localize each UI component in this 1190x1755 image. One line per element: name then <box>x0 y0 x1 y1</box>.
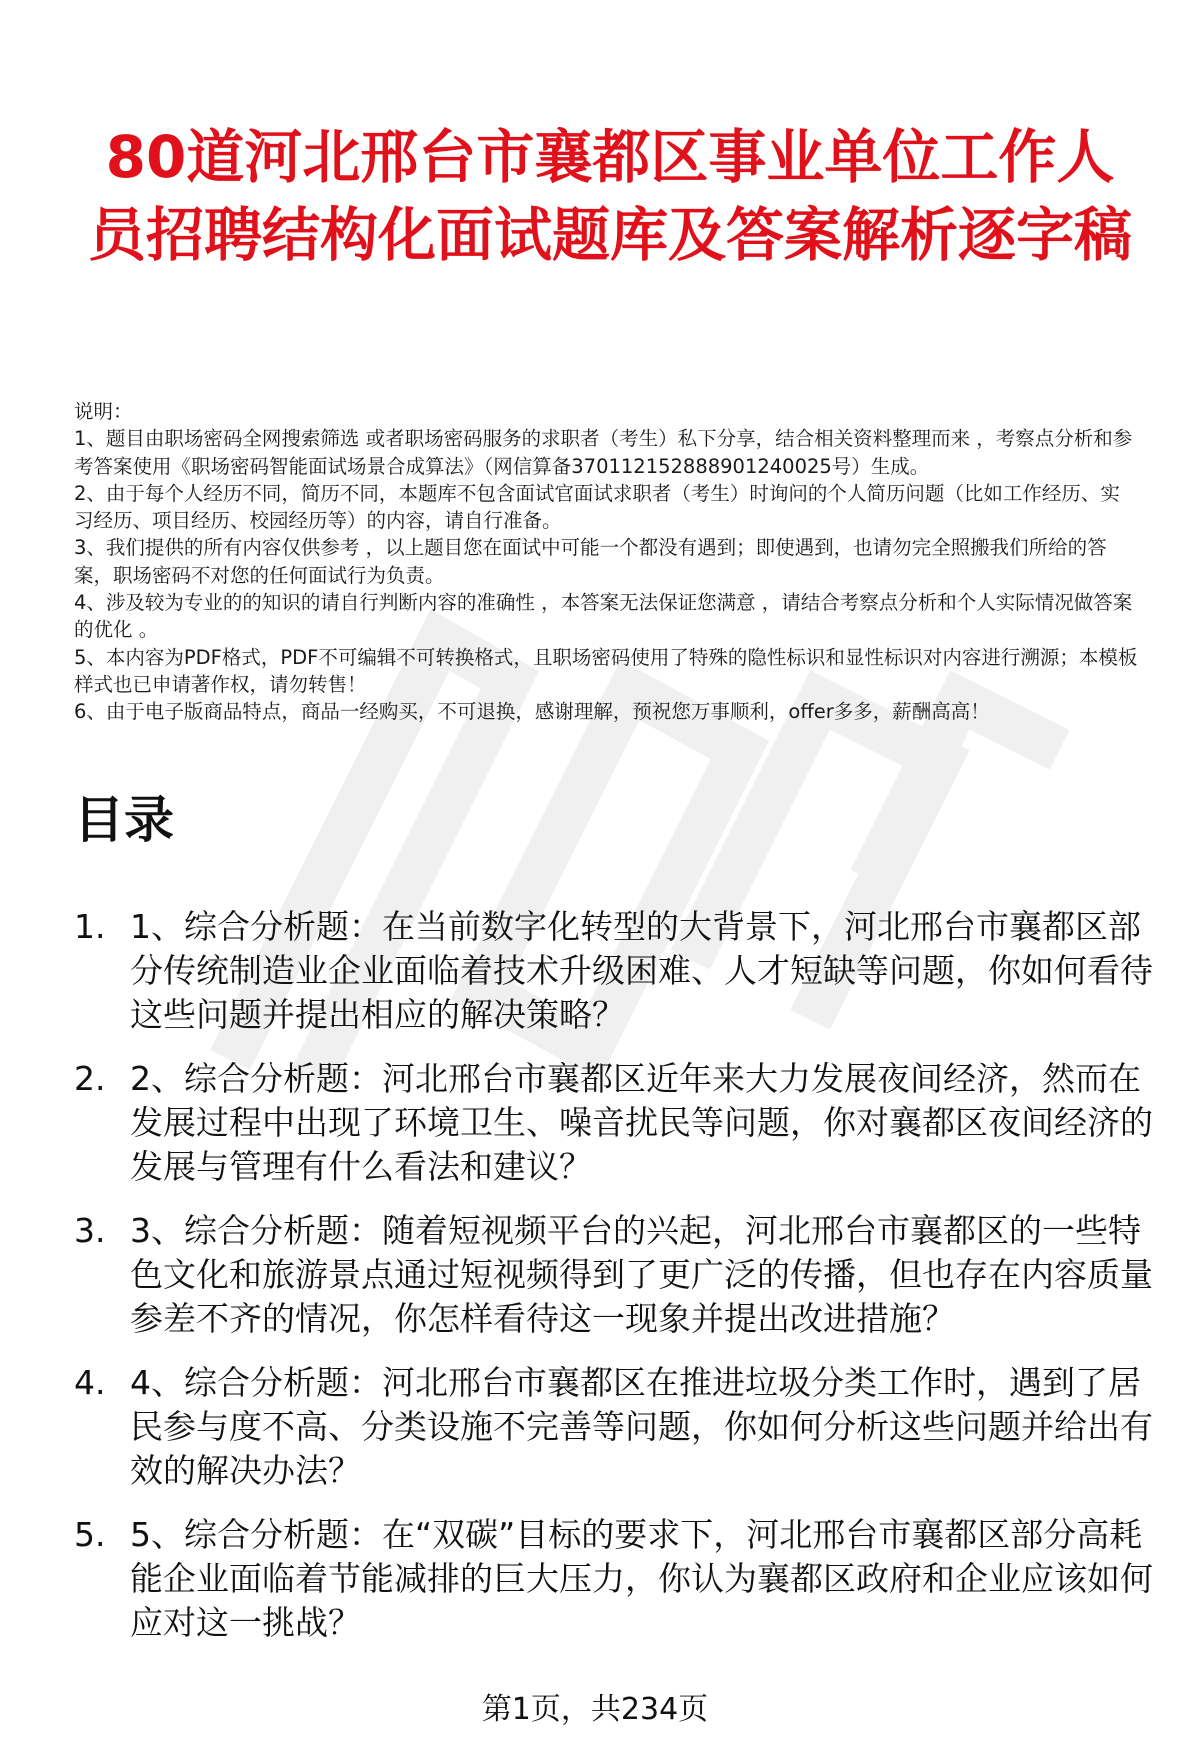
toc-item[interactable] <box>74 905 1174 1037</box>
toc-heading: 目录 <box>74 791 174 849</box>
note-item: 1、题目由职场密码全网搜索筛选 或者职场密码服务的求职者（考生）私下分享，结合相关资料整理而来 ，考察点分析和参考答案使用《职场密码智能面试场景合成算法》（网信算备370112152888901240025号）生成。 <box>74 427 1133 478</box>
page-footer: 第1页，共234页 <box>481 1692 709 1727</box>
toc-item-text[interactable]: 5、综合分析题：在“双碳”目标的要求下，河北邢台市襄都区部分高耗能企业面临着节能减排的巨大压力，你认为襄都区政府和企业应该如何应对这一挑战？ <box>130 1515 1153 1642</box>
toc-item-text[interactable]: 1、综合分析题：在当前数字化转型的大背景下，河北邢台市襄都区部分传统制造业企业面临着技术升级困难、人才短缺等问题，你如何看待这些问题并提出相应的解决策略？ <box>130 907 1153 1034</box>
note-item: 2、由于每个人经历不同，简历不同，本题库不包含面试官面试求职者（考生）时询问的个人简历问题（比如工作经历、实习经历、项目经历、校园经历等）的内容，请自行准备。 <box>74 481 1120 533</box>
notes-heading: 说明： <box>74 400 133 423</box>
note-item: 5、本内容为PDF格式，PDF不可编辑不可转换格式，且职场密码使用了特殊的隐性标识和显性标识对内容进行溯源；本模板样式也已申请著作权，请勿转售！ <box>74 645 1138 696</box>
note-item: 4、涉及较为专业的的知识的请自行判断内容的准确性 ，本答案无法保证您满意 ，请结合考察点分析和个人实际情况做答案的优化 。 <box>74 591 1133 642</box>
toc-item-text[interactable]: 2、综合分析题：河北邢台市襄都区近年来大力发展夜间经济，然而在发展过程中出现了环境卫生、噪音扰民等问题，你对襄都区夜间经济的发展与管理有什么看法和建议？ <box>130 1059 1153 1186</box>
toc-list <box>74 905 1174 1665</box>
toc-item-number: 2. <box>74 1059 106 1098</box>
toc-item[interactable] <box>74 1057 1174 1189</box>
toc-item-number: 3. <box>74 1211 106 1250</box>
toc-item-number: 5. <box>74 1515 106 1554</box>
toc-item[interactable] <box>74 1513 1174 1645</box>
toc-item-text[interactable]: 4、综合分析题：河北邢台市襄都区在推进垃圾分类工作时，遇到了居民参与度不高、分类设施不完善等问题，你如何分析这些问题并给出有效的解决办法？ <box>130 1363 1153 1490</box>
note-item: 6、由于电子版商品特点，商品一经购买，不可退换，感谢理解，预祝您万事顺利，offer多多，薪酬高高！ <box>74 700 990 724</box>
toc-item-number: 1. <box>74 907 106 946</box>
document-title: 80道河北邢台市襄都区事业单位工作人员招聘结构化面试题库及答案解析逐字稿 <box>87 123 1132 269</box>
note-item: 3、我们提供的所有内容仅供参考 ，以上题目您在面试中可能一个都没有遇到；即使遇到，也请勿完全照搬我们所给的答案，职场密码不对您的任何面试行为负责。 <box>74 536 1107 587</box>
toc-item-number: 4. <box>74 1363 106 1402</box>
toc-item-text[interactable]: 3、综合分析题：随着短视频平台的兴起，河北邢台市襄都区的一些特色文化和旅游景点通过短视频得到了更广泛的传播，但也存在内容质量参差不齐的情况，你怎样看待这一现象并提出改进措施？ <box>130 1211 1153 1338</box>
toc-item[interactable] <box>74 1209 1174 1341</box>
toc-item[interactable] <box>74 1361 1174 1493</box>
disclaimer-notes <box>74 398 1139 726</box>
